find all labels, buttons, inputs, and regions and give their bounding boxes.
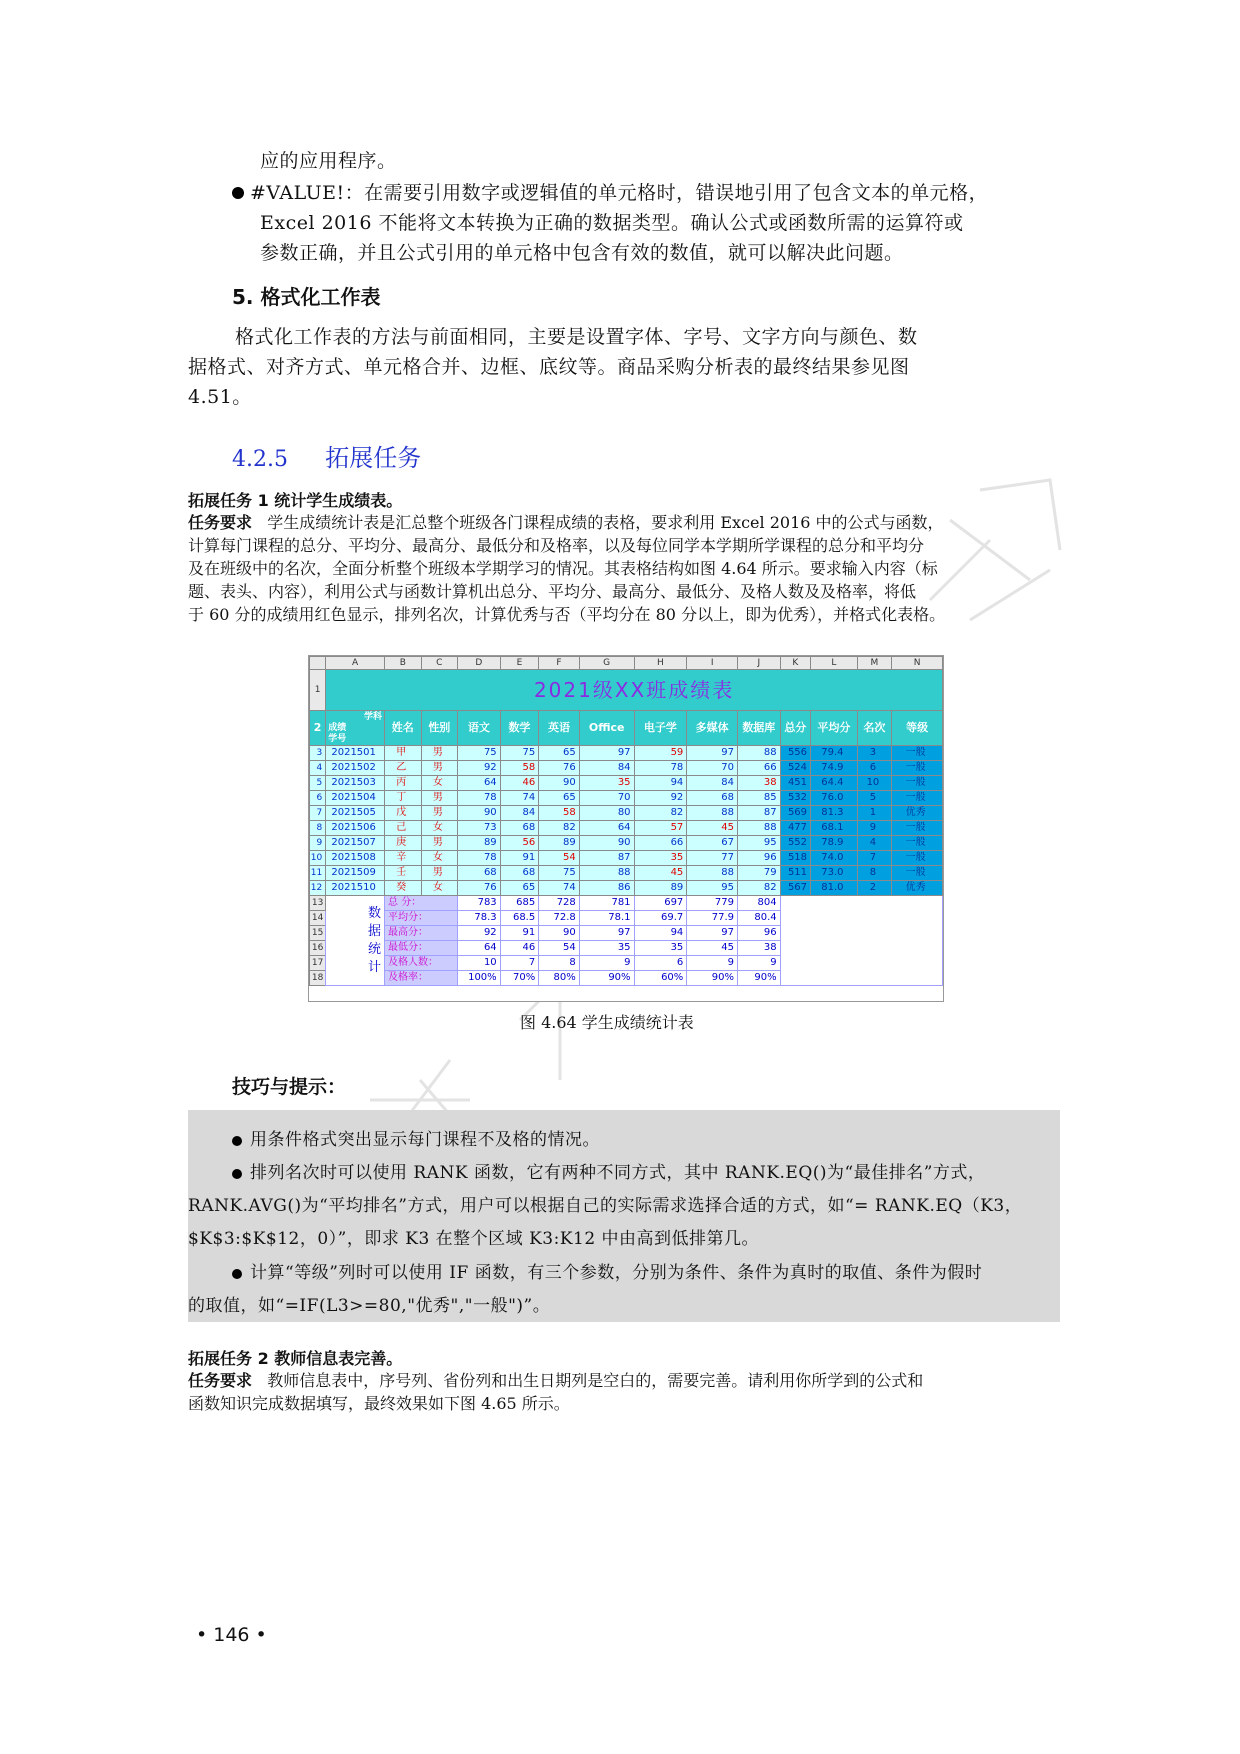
tip-2-text-line1: 排列名次时可以使用 RANK 函数，它有两种不同方式，其中 RANK.EQ()为“最佳排名”方式，	[250, 1163, 986, 1183]
score-cell: 92	[634, 791, 687, 806]
score-cell: 75	[458, 746, 501, 761]
score-cell: 95	[687, 881, 738, 896]
score-cell: 56	[500, 836, 539, 851]
score-cell: 82	[539, 821, 580, 836]
task2-line2: 函数知识完成数据填写，最终效果如下图 4.65 所示。	[188, 1394, 570, 1413]
score-cell: 75	[500, 746, 539, 761]
stats-value: 90%	[738, 971, 781, 986]
student-name: 乙	[385, 761, 422, 776]
row-header: 18	[310, 971, 326, 986]
stats-row	[310, 896, 943, 911]
student-sex: 男	[421, 791, 458, 806]
stats-value: 90	[539, 926, 580, 941]
column-header: M	[857, 657, 891, 670]
table-row	[310, 821, 943, 836]
row-header: 6	[310, 791, 326, 806]
average-cell: 76.0	[811, 791, 858, 806]
average-cell: 74.0	[811, 851, 858, 866]
score-cell: 78	[458, 791, 501, 806]
stats-value: 9	[738, 956, 781, 971]
column-title: 等级	[892, 711, 943, 746]
score-cell: 90	[458, 806, 501, 821]
score-cell: 87	[738, 806, 781, 821]
stats-value: 77.9	[687, 911, 738, 926]
row-header: 10	[310, 851, 326, 866]
total-cell: 556	[780, 746, 810, 761]
score-cell: 68	[687, 791, 738, 806]
stats-label-char: 统	[368, 941, 382, 957]
stats-value: 68.5	[500, 911, 539, 926]
score-cell: 90	[579, 836, 634, 851]
stats-value: 94	[634, 926, 687, 941]
score-cell: 74	[500, 791, 539, 806]
score-cell: 84	[579, 761, 634, 776]
score-cell: 38	[738, 776, 781, 791]
column-title: 英语	[539, 711, 580, 746]
row-header: 5	[310, 776, 326, 791]
intro-line0: 应的应用程序。	[260, 150, 397, 172]
total-cell: 451	[780, 776, 810, 791]
stats-label-char: 计	[368, 959, 382, 975]
task1-line1	[188, 512, 944, 534]
total-cell: 511	[780, 866, 810, 881]
stats-value: 97	[579, 926, 634, 941]
score-cell: 80	[579, 806, 634, 821]
tips-title: 技巧与提示：	[232, 1076, 347, 1098]
para-format-line1: 格式化工作表的方法与前面相同，主要是设置字体、字号、文字方向与颜色、数	[235, 326, 918, 348]
bullet-value-line1: #VALUE!：在需要引用数字或逻辑值的单元格时，错误地引用了包含文本的单元格，	[250, 182, 989, 204]
rank-cell: 1	[857, 806, 891, 821]
stats-value: 697	[634, 896, 687, 911]
rank-cell: 10	[857, 776, 891, 791]
stats-value: 9	[579, 956, 634, 971]
stats-value: 100%	[458, 971, 501, 986]
average-cell: 81.0	[811, 881, 858, 896]
score-cell: 86	[579, 881, 634, 896]
score-cell: 70	[687, 761, 738, 776]
score-cell: 58	[500, 761, 539, 776]
score-cell: 57	[634, 821, 687, 836]
task1-line3: 及在班级中的名次，全面分析整个班级本学期学习的情况。其表格结构如图 4.64 所示。要求输入内容（标	[188, 559, 938, 578]
score-cell: 97	[579, 746, 634, 761]
stats-value: 91	[500, 926, 539, 941]
score-cell: 67	[687, 836, 738, 851]
student-sex: 女	[421, 776, 458, 791]
score-cell: 65	[539, 746, 580, 761]
student-id: 2021503	[326, 776, 385, 791]
stats-value: 35	[579, 941, 634, 956]
task2-title: 拓展任务 2 教师信息表完善。	[188, 1349, 403, 1368]
column-header: H	[634, 657, 687, 670]
student-id: 2021508	[326, 851, 385, 866]
score-cell: 84	[687, 776, 738, 791]
grade-cell: 一般	[892, 761, 943, 776]
column-title: 姓名	[385, 711, 422, 746]
task1-line4: 题、表头、内容），利用公式与函数计算机出总分、平均分、最高分、最低分、及格人数及及格率，将低	[188, 582, 917, 601]
total-cell: 524	[780, 761, 810, 776]
total-cell: 532	[780, 791, 810, 806]
task1-req-text: 学生成绩统计表是汇总整个班级各门课程成绩的表格，要求利用 Excel 2016 中的公式与函数，	[267, 513, 944, 532]
grade-cell: 一般	[892, 866, 943, 881]
student-id: 2021501	[326, 746, 385, 761]
rank-cell: 8	[857, 866, 891, 881]
score-cell: 68	[458, 866, 501, 881]
student-id: 2021507	[326, 836, 385, 851]
stats-value: 685	[500, 896, 539, 911]
column-title: 平均分	[811, 711, 858, 746]
stats-value: 54	[539, 941, 580, 956]
stats-value: 90%	[579, 971, 634, 986]
grade-cell: 优秀	[892, 881, 943, 896]
average-cell: 81.3	[811, 806, 858, 821]
table-row	[310, 806, 943, 821]
stats-value: 8	[539, 956, 580, 971]
student-name: 甲	[385, 746, 422, 761]
table-row	[310, 791, 943, 806]
student-id: 2021510	[326, 881, 385, 896]
stats-value: 60%	[634, 971, 687, 986]
section-title	[232, 438, 421, 473]
task2-line1	[188, 1370, 923, 1392]
score-cell: 45	[634, 866, 687, 881]
grade-cell: 一般	[892, 791, 943, 806]
score-cell: 88	[738, 821, 781, 836]
section-name: 拓展任务	[325, 444, 422, 472]
row-header: 13	[310, 896, 326, 911]
stats-value: 69.7	[634, 911, 687, 926]
stats-value: 72.8	[539, 911, 580, 926]
row-header: 16	[310, 941, 326, 956]
stats-vertical-label	[326, 896, 385, 986]
table-row	[310, 761, 943, 776]
column-header: K	[780, 657, 810, 670]
score-cell: 89	[458, 836, 501, 851]
row-header: 1	[310, 670, 326, 711]
score-cell: 88	[579, 866, 634, 881]
task1-title: 拓展任务 1 统计学生成绩表。	[188, 491, 403, 510]
stats-label: 最低分：	[385, 941, 458, 956]
grade-cell: 一般	[892, 776, 943, 791]
score-cell: 82	[634, 806, 687, 821]
column-title: 名次	[857, 711, 891, 746]
score-cell: 68	[500, 866, 539, 881]
student-sex: 女	[421, 821, 458, 836]
bullet-value	[232, 178, 988, 208]
stats-label-char: 据	[368, 923, 382, 939]
table-row	[310, 836, 943, 851]
para-format-line2: 据格式、对齐方式、单元格合并、边框、底纹等。商品采购分析表的最终结果参见图	[188, 356, 910, 378]
page-number: • 146 •	[196, 1624, 267, 1646]
column-title: 电子学	[634, 711, 687, 746]
student-sex: 男	[421, 806, 458, 821]
stats-value: 97	[687, 926, 738, 941]
score-cell: 76	[458, 881, 501, 896]
stats-value: 80.4	[738, 911, 781, 926]
student-sex: 男	[421, 866, 458, 881]
column-header: E	[500, 657, 539, 670]
student-id: 2021509	[326, 866, 385, 881]
student-name: 丙	[385, 776, 422, 791]
bullet-icon	[232, 1269, 242, 1279]
average-cell: 68.1	[811, 821, 858, 836]
stats-label: 平均分：	[385, 911, 458, 926]
column-title: 数据库	[738, 711, 781, 746]
stats-value: 78.3	[458, 911, 501, 926]
score-cell: 88	[687, 866, 738, 881]
grade-cell: 一般	[892, 836, 943, 851]
stats-value: 78.1	[579, 911, 634, 926]
score-cell: 75	[539, 866, 580, 881]
task1-line2: 计算每门课程的总分、平均分、最高分、最低分和及格率，以及每位同学本学期所学课程的总分和平均分	[188, 536, 925, 555]
stats-label-char: 数	[368, 905, 382, 921]
task1-line5: 于 60 分的成绩用红色显示，排列名次，计算优秀与否（平均分在 80 分以上，即为优秀），并格式化表格。	[188, 605, 946, 624]
tip-2-line2: RANK.AVG()为“平均排名”方式，用户可以根据自己的实际需求选择合适的方式，如“= RANK.EQ（K3，	[188, 1196, 1023, 1216]
score-cell: 97	[687, 746, 738, 761]
average-cell: 74.9	[811, 761, 858, 776]
column-title: 总分	[780, 711, 810, 746]
column-title: 性别	[421, 711, 458, 746]
header-corner-subject: 学科	[364, 711, 383, 722]
average-cell: 78.9	[811, 836, 858, 851]
score-cell: 68	[500, 821, 539, 836]
header-corner-score: 成绩	[328, 722, 347, 733]
grade-cell: 一般	[892, 851, 943, 866]
row-header: 17	[310, 956, 326, 971]
row-header: 15	[310, 926, 326, 941]
score-cell: 35	[634, 851, 687, 866]
row-header: 9	[310, 836, 326, 851]
grade-cell: 一般	[892, 821, 943, 836]
score-cell: 66	[634, 836, 687, 851]
corner-cell	[310, 657, 326, 670]
stats-value: 46	[500, 941, 539, 956]
score-cell: 91	[500, 851, 539, 866]
score-cell: 95	[738, 836, 781, 851]
total-cell: 518	[780, 851, 810, 866]
score-cell: 78	[458, 851, 501, 866]
score-cell: 92	[458, 761, 501, 776]
student-name: 丁	[385, 791, 422, 806]
stats-value: 38	[738, 941, 781, 956]
row-header: 7	[310, 806, 326, 821]
column-title: Office	[579, 711, 634, 746]
tip-2-line1	[232, 1157, 1104, 1190]
column-title: 语文	[458, 711, 501, 746]
stats-label: 及格率：	[385, 971, 458, 986]
score-cell: 88	[738, 746, 781, 761]
rank-cell: 9	[857, 821, 891, 836]
score-cell: 76	[539, 761, 580, 776]
score-cell: 87	[579, 851, 634, 866]
score-cell: 79	[738, 866, 781, 881]
rank-cell: 7	[857, 851, 891, 866]
stats-label: 及格人数：	[385, 956, 458, 971]
row-header: 8	[310, 821, 326, 836]
score-cell: 77	[687, 851, 738, 866]
total-cell: 552	[780, 836, 810, 851]
average-cell: 73.0	[811, 866, 858, 881]
rank-cell: 4	[857, 836, 891, 851]
student-id: 2021504	[326, 791, 385, 806]
grade-cell: 优秀	[892, 806, 943, 821]
score-cell: 70	[579, 791, 634, 806]
stats-value: 779	[687, 896, 738, 911]
score-cell: 64	[458, 776, 501, 791]
student-name: 壬	[385, 866, 422, 881]
average-cell: 79.4	[811, 746, 858, 761]
table-row	[310, 851, 943, 866]
tip-1-text: 用条件格式突出显示每门课程不及格的情况。	[250, 1130, 600, 1150]
row-header: 3	[310, 746, 326, 761]
stats-value: 80%	[539, 971, 580, 986]
score-cell: 65	[539, 791, 580, 806]
rank-cell: 5	[857, 791, 891, 806]
stats-value: 45	[687, 941, 738, 956]
score-cell: 59	[634, 746, 687, 761]
student-id: 2021502	[326, 761, 385, 776]
stats-value: 728	[539, 896, 580, 911]
rank-cell: 6	[857, 761, 891, 776]
student-sex: 男	[421, 746, 458, 761]
header-corner-id: 学号	[328, 733, 347, 744]
student-sex: 女	[421, 881, 458, 896]
section-number: 4.2.5	[232, 447, 288, 472]
stats-value: 6	[634, 956, 687, 971]
score-cell: 73	[458, 821, 501, 836]
column-header: D	[458, 657, 501, 670]
column-title: 数学	[500, 711, 539, 746]
task2-req-label: 任务要求	[188, 1371, 253, 1390]
stats-value: 35	[634, 941, 687, 956]
total-cell: 567	[780, 881, 810, 896]
stats-label: 最高分：	[385, 926, 458, 941]
score-cell: 89	[634, 881, 687, 896]
stats-label: 总 分：	[385, 896, 458, 911]
score-cell: 35	[579, 776, 634, 791]
score-cell: 74	[539, 881, 580, 896]
column-header: L	[811, 657, 858, 670]
score-cell: 88	[687, 806, 738, 821]
student-name: 戊	[385, 806, 422, 821]
stats-value: 804	[738, 896, 781, 911]
column-header: F	[539, 657, 580, 670]
column-header: A	[326, 657, 385, 670]
student-sex: 女	[421, 851, 458, 866]
row-header: 14	[310, 911, 326, 926]
score-cell: 90	[539, 776, 580, 791]
table-row	[310, 746, 943, 761]
score-cell: 85	[738, 791, 781, 806]
stats-value: 90%	[687, 971, 738, 986]
bullet-icon	[232, 187, 244, 199]
total-cell: 569	[780, 806, 810, 821]
task1-req-label: 任务要求	[188, 513, 253, 532]
stats-value: 781	[579, 896, 634, 911]
stats-value: 64	[458, 941, 501, 956]
average-cell: 64.4	[811, 776, 858, 791]
student-sex: 男	[421, 761, 458, 776]
score-spreadsheet	[308, 655, 944, 1002]
student-name: 己	[385, 821, 422, 836]
tip-3-line2: 的取值，如“=IF(L3>=80,"优秀","一般")”。	[188, 1296, 551, 1316]
stats-value: 96	[738, 926, 781, 941]
tip-2-line3: $K$3:$K$12，0）”，即求 K3 在整个区域 K3:K12 中由高到低排第几。	[188, 1229, 760, 1249]
column-header: N	[892, 657, 943, 670]
table-row	[310, 776, 943, 791]
score-cell: 46	[500, 776, 539, 791]
total-cell: 477	[780, 821, 810, 836]
header-corner-cell	[326, 711, 385, 746]
row-header: 11	[310, 866, 326, 881]
student-name: 庚	[385, 836, 422, 851]
student-id: 2021505	[326, 806, 385, 821]
bullet-icon	[232, 1169, 242, 1179]
column-header: I	[687, 657, 738, 670]
score-cell: 78	[634, 761, 687, 776]
score-cell: 45	[687, 821, 738, 836]
score-cell: 54	[539, 851, 580, 866]
stats-value: 92	[458, 926, 501, 941]
column-header: G	[579, 657, 634, 670]
heading-format-sheet: 5. 格式化工作表	[232, 285, 381, 309]
score-cell: 82	[738, 881, 781, 896]
task2-req-text: 教师信息表中，序号列、省份列和出生日期列是空白的，需要完善。请利用你所学到的公式和	[267, 1371, 924, 1390]
para-format-line3: 4.51。	[188, 386, 252, 408]
row-header: 4	[310, 761, 326, 776]
bullet-value-line2: Excel 2016 不能将文本转换为正确的数据类型。确认公式或函数所需的运算符或	[260, 212, 964, 234]
score-cell: 66	[738, 761, 781, 776]
student-name: 癸	[385, 881, 422, 896]
score-cell: 84	[500, 806, 539, 821]
table-row	[310, 866, 943, 881]
row-header: 2	[310, 711, 326, 746]
bullet-value-line3: 参数正确，并且公式引用的单元格中包含有效的数值，就可以解决此问题。	[260, 242, 904, 264]
tips-box	[188, 1110, 1060, 1322]
column-header: B	[385, 657, 422, 670]
stats-value: 10	[458, 956, 501, 971]
column-title: 多媒体	[687, 711, 738, 746]
stats-value: 783	[458, 896, 501, 911]
student-id: 2021506	[326, 821, 385, 836]
rank-cell: 2	[857, 881, 891, 896]
stats-value: 70%	[500, 971, 539, 986]
score-cell: 89	[539, 836, 580, 851]
stats-value: 7	[500, 956, 539, 971]
score-cell: 96	[738, 851, 781, 866]
bullet-icon	[232, 1136, 242, 1146]
table-row	[310, 881, 943, 896]
sheet-title: 2021级XX班成绩表	[326, 670, 943, 711]
tip-3-text-line1: 计算“等级”列时可以使用 IF 函数，有三个参数，分别为条件、条件为真时的取值、条件为假时	[250, 1263, 983, 1283]
column-header: J	[738, 657, 781, 670]
row-header: 12	[310, 881, 326, 896]
tip-1	[232, 1124, 1104, 1157]
score-cell: 65	[500, 881, 539, 896]
score-cell: 94	[634, 776, 687, 791]
grade-cell: 一般	[892, 746, 943, 761]
purple-fill-cell	[780, 896, 942, 986]
tip-3-line1	[232, 1257, 1104, 1290]
student-sex: 男	[421, 836, 458, 851]
score-cell: 58	[539, 806, 580, 821]
stats-value: 9	[687, 956, 738, 971]
rank-cell: 3	[857, 746, 891, 761]
student-name: 辛	[385, 851, 422, 866]
figure-caption: 图 4.64 学生成绩统计表	[520, 1013, 694, 1032]
column-header: C	[421, 657, 458, 670]
score-cell: 64	[579, 821, 634, 836]
